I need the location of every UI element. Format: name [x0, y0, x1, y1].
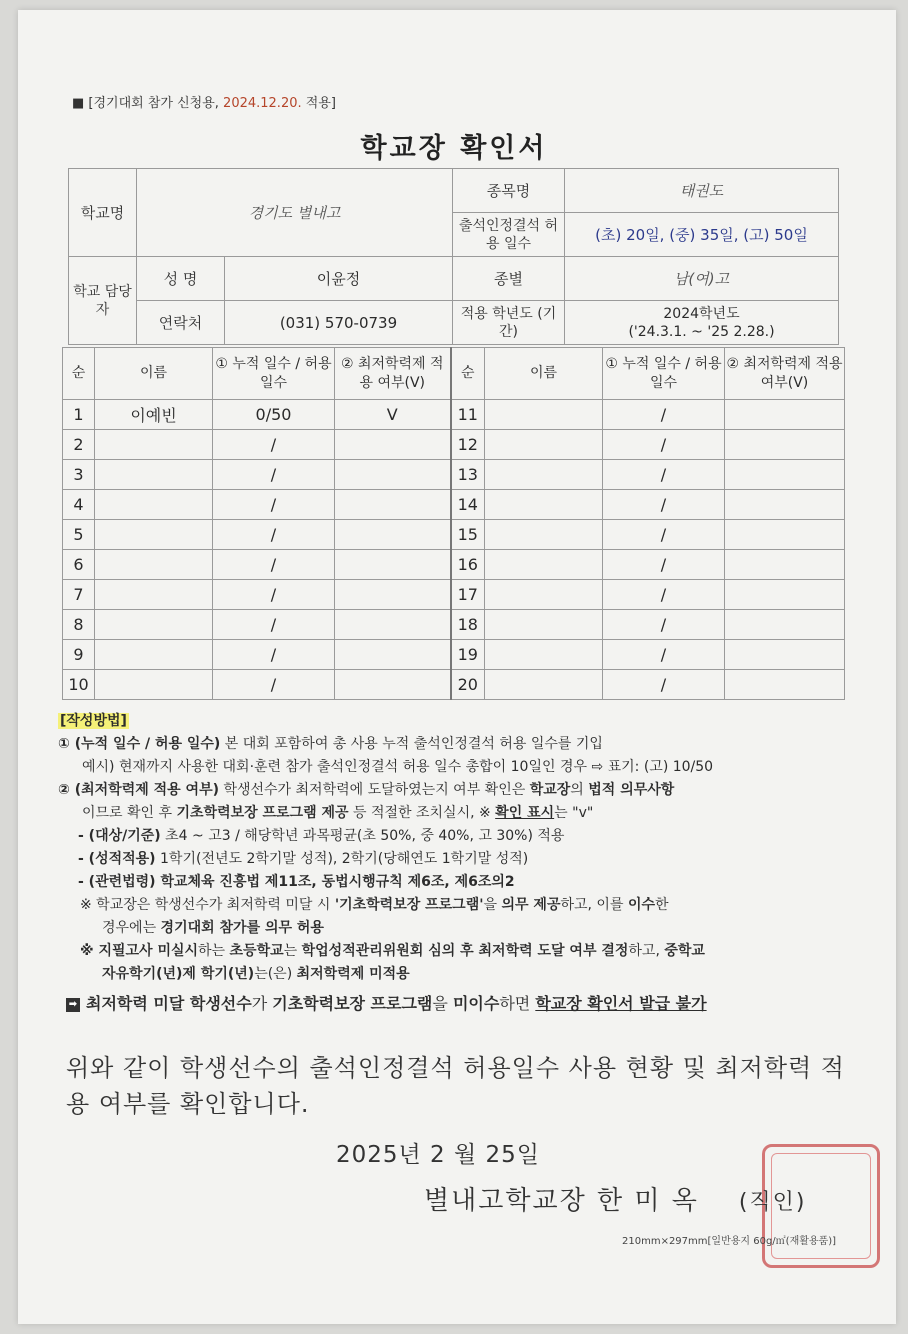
instr-l10-b2: 학업성적관리위원회 심의 후 최저학력 도달 여부 결정 [301, 943, 629, 959]
year-label: 적용 학년도 (기간) [453, 301, 565, 345]
instructions-heading: [작성방법] [60, 713, 127, 729]
row-check-right [725, 580, 845, 610]
row-no-right: 12 [451, 430, 485, 460]
instr-l11-b2: 최저학력제 미적용 [296, 966, 410, 982]
row-days: / [213, 460, 335, 490]
row-name-right [485, 430, 603, 460]
row-name-right [485, 520, 603, 550]
instr-l10-t3: 는 [283, 943, 302, 959]
row-no: 7 [63, 580, 95, 610]
name-label: 성 명 [137, 257, 225, 301]
row-check [335, 490, 451, 520]
table-row [63, 520, 845, 550]
instr-l2: 예시) 현재까지 사용한 대회·훈련 참가 출석인정결석 허용 일수 총합이 10일인 경우 ⇨ 표기: (고) 10/50 [82, 759, 714, 775]
instr-l3-t2: 의 [570, 782, 589, 798]
row-no: 2 [63, 430, 95, 460]
row-no-right: 13 [451, 460, 485, 490]
warn-t4: 을 [432, 994, 453, 1013]
row-check-right [725, 460, 845, 490]
row-name-right [485, 640, 603, 670]
col-minimum-right: ② 최저학력제 적용 여부(V) [725, 348, 845, 400]
paper-info: 210mm×297mm[일반용지 60g/㎡(재활용품)] [622, 1236, 837, 1247]
row-name [95, 610, 213, 640]
col-no-right: 순 [451, 348, 485, 400]
row-no-right: 20 [451, 670, 485, 700]
instr-l1-text: 본 대회 포함하여 총 사용 누적 출석인정결석 허용 일수를 기입 [220, 736, 603, 752]
contact-label: 학교 담당자 [69, 257, 137, 345]
instr-l6-head: - (성적적용) [78, 851, 156, 867]
signer-line [424, 1180, 807, 1217]
row-check: V [335, 400, 451, 430]
row-days: / [213, 430, 335, 460]
row-days-right: / [603, 520, 725, 550]
row-name-right [485, 610, 603, 640]
form-tag-date: 2024.12.20. [223, 96, 302, 111]
name-value: 이윤정 [225, 257, 453, 301]
row-check-right [725, 670, 845, 700]
gender-value: 남(여)고 [565, 257, 839, 301]
row-days-right: / [603, 580, 725, 610]
gender-label: 종별 [453, 257, 565, 301]
instr-l10-b1: 초등학교 [229, 943, 284, 959]
instr-l3-b2: 법적 의무사항 [588, 782, 675, 798]
row-name [95, 460, 213, 490]
year-value-period: ('24.3.1. ~ '25 2.28.) [628, 323, 775, 340]
row-check-right [725, 400, 845, 430]
instr-l11-b1: 자유학기(년)제 학기(년) [102, 966, 255, 982]
row-days: 0/50 [213, 400, 335, 430]
row-name-right [485, 490, 603, 520]
absence-value: (초) 20일, (중) 35일, (고) 50일 [565, 213, 839, 257]
instr-l6-text: 1학기(전년도 2학기말 성적), 2학기(당해연도 1학기말 성적) [155, 851, 529, 867]
instr-l5-head: - (대상/기준) [78, 828, 161, 844]
instr-l9-b1: 경기대회 참가를 의무 허용 [160, 920, 324, 936]
row-name [95, 580, 213, 610]
row-days-right: / [603, 640, 725, 670]
signer-name: 별내고학교장 한 미 옥 [424, 1186, 699, 1216]
col-no: 순 [63, 348, 95, 400]
row-days: / [213, 520, 335, 550]
row-name-right [485, 670, 603, 700]
instr-l4-b2: 확인 표시 [495, 805, 555, 821]
instr-l3-head: ② (최저학력제 적용 여부) [58, 782, 219, 798]
row-check [335, 430, 451, 460]
col-days: ① 누적 일수 / 허용 일수 [213, 348, 335, 400]
row-days: / [213, 610, 335, 640]
school-label: 학교명 [69, 169, 137, 257]
row-check [335, 640, 451, 670]
warn-t1: 최저학력 미달 학생선수 [86, 994, 252, 1013]
year-value [565, 301, 839, 345]
row-no-right: 17 [451, 580, 485, 610]
instr-l7: - (관련법령) 학교체육 진흥법 제11조, 동법시행규칙 제6조, 제6조의2 [78, 874, 515, 890]
row-no: 8 [63, 610, 95, 640]
row-days-right: / [603, 670, 725, 700]
row-no: 3 [63, 460, 95, 490]
row-no-right: 19 [451, 640, 485, 670]
table-row [63, 400, 845, 430]
instr-l1-head: ① (누적 일수 / 허용 일수) [58, 736, 221, 752]
instr-l8-t4: 한 [655, 897, 669, 913]
table-row [63, 430, 845, 460]
instr-l11-t1: 는(은) [254, 966, 297, 982]
instr-l4-t3: 는 "v" [554, 805, 594, 821]
row-name-right [485, 550, 603, 580]
row-no-right: 11 [451, 400, 485, 430]
row-name [95, 430, 213, 460]
row-days-right: / [603, 460, 725, 490]
table-row [63, 460, 845, 490]
row-check-right [725, 610, 845, 640]
row-days: / [213, 580, 335, 610]
document-title: 학교장 확인서 [360, 133, 548, 164]
form-tag [72, 92, 336, 111]
row-name-right [485, 460, 603, 490]
row-days: / [213, 640, 335, 670]
row-check [335, 580, 451, 610]
col-name-right: 이름 [485, 348, 603, 400]
confirmation-text: 위와 같이 학생선수의 출석인정결석 허용일수 사용 현황 및 최저학력 적용 여부를 확인합니다. [66, 1054, 845, 1118]
instr-l10-t2: 하는 [198, 943, 230, 959]
arrow-box-icon: ➡ [66, 998, 80, 1012]
instr-l4-b1: 기초학력보장 프로그램 제공 [176, 805, 349, 821]
school-value: 경기도 별내고 [137, 169, 453, 257]
row-name-right [485, 580, 603, 610]
phone-label: 연락처 [137, 301, 225, 345]
row-name [95, 640, 213, 670]
warn-t2: 가 [251, 994, 273, 1013]
form-tag-prefix: ■ [경기대회 참가 신청용, [72, 96, 219, 111]
instr-l4-t1: 이므로 확인 후 [82, 805, 177, 821]
year-value-main: 2024학년도 [663, 305, 740, 322]
instr-l8-t3: 하고, 이를 [560, 897, 628, 913]
col-name: 이름 [95, 348, 213, 400]
instr-l9-t1: 경우에는 [102, 920, 161, 936]
instr-l10-t4: 하고, [628, 943, 665, 959]
row-name [95, 550, 213, 580]
row-name: 이예빈 [95, 400, 213, 430]
warn-t7: 학교장 확인서 발급 불가 [535, 994, 707, 1013]
row-days-right: / [603, 610, 725, 640]
row-no: 10 [63, 670, 95, 700]
row-no: 9 [63, 640, 95, 670]
instr-l4-t2: 등 적절한 조치실시, ※ [348, 805, 496, 821]
table-row [63, 610, 845, 640]
col-minimum: ② 최저학력제 적용 여부(V) [335, 348, 451, 400]
row-check [335, 460, 451, 490]
info-table [68, 168, 839, 345]
table-row [63, 670, 845, 700]
row-days-right: / [603, 490, 725, 520]
row-no: 5 [63, 520, 95, 550]
row-name [95, 670, 213, 700]
row-no: 6 [63, 550, 95, 580]
row-days-right: / [603, 400, 725, 430]
row-days-right: / [603, 430, 725, 460]
row-check [335, 520, 451, 550]
row-no-right: 15 [451, 520, 485, 550]
form-tag-suffix: 적용] [305, 96, 336, 111]
row-no-right: 16 [451, 550, 485, 580]
row-check-right [725, 430, 845, 460]
instr-l3-text: 학생선수가 최저학력에 도달하였는지 여부 확인은 [219, 782, 530, 798]
event-label: 종목명 [453, 169, 565, 213]
absence-label: 출석인정결석 허용 일수 [453, 213, 565, 257]
row-days-right: / [603, 550, 725, 580]
table-row [63, 550, 845, 580]
instr-l8-t2: 을 [483, 897, 502, 913]
table-row [63, 490, 845, 520]
warn-t3: 기초학력보장 프로그램 [272, 994, 433, 1013]
warn-t5: 미이수 [452, 994, 500, 1013]
table-row [63, 580, 845, 610]
row-check-right [725, 490, 845, 520]
issue-date: 2025년 2 월 25일 [336, 1142, 541, 1168]
instr-l10-t1: ※ 지필고사 미실시 [80, 943, 199, 959]
warning-line [58, 992, 858, 1015]
row-no: 4 [63, 490, 95, 520]
row-check [335, 670, 451, 700]
seal-mark: (직인) [738, 1190, 807, 1215]
instructions [58, 710, 858, 1015]
row-check-right [725, 550, 845, 580]
roster-table [62, 347, 845, 700]
row-days: / [213, 490, 335, 520]
col-days-right: ① 누적 일수 / 허용 일수 [603, 348, 725, 400]
instr-l5-text: 초4 ~ 고3 / 해당학년 과목평균(초 50%, 중 40%, 고 30%) 적용 [160, 828, 565, 844]
row-check [335, 610, 451, 640]
table-row [63, 640, 845, 670]
instr-l8-b3: 이수 [627, 897, 655, 913]
row-name [95, 490, 213, 520]
instr-l8-b1: '기초학력보장 프로그램' [334, 897, 484, 913]
row-no: 1 [63, 400, 95, 430]
row-no-right: 14 [451, 490, 485, 520]
row-name [95, 520, 213, 550]
row-check-right [725, 640, 845, 670]
instr-l8-t1: ※ 학교장은 학생선수가 최저학력 미달 시 [80, 897, 335, 913]
event-value: 태권도 [565, 169, 839, 213]
row-check [335, 550, 451, 580]
row-days: / [213, 550, 335, 580]
row-check-right [725, 520, 845, 550]
instr-l10-b3: 중학교 [664, 943, 705, 959]
row-name-right [485, 400, 603, 430]
phone-value: (031) 570-0739 [225, 301, 453, 345]
row-no-right: 18 [451, 610, 485, 640]
instr-l8-b2: 의무 제공 [501, 897, 561, 913]
row-days: / [213, 670, 335, 700]
warn-t6: 하면 [499, 994, 536, 1013]
instr-l3-b1: 학교장 [529, 782, 571, 798]
